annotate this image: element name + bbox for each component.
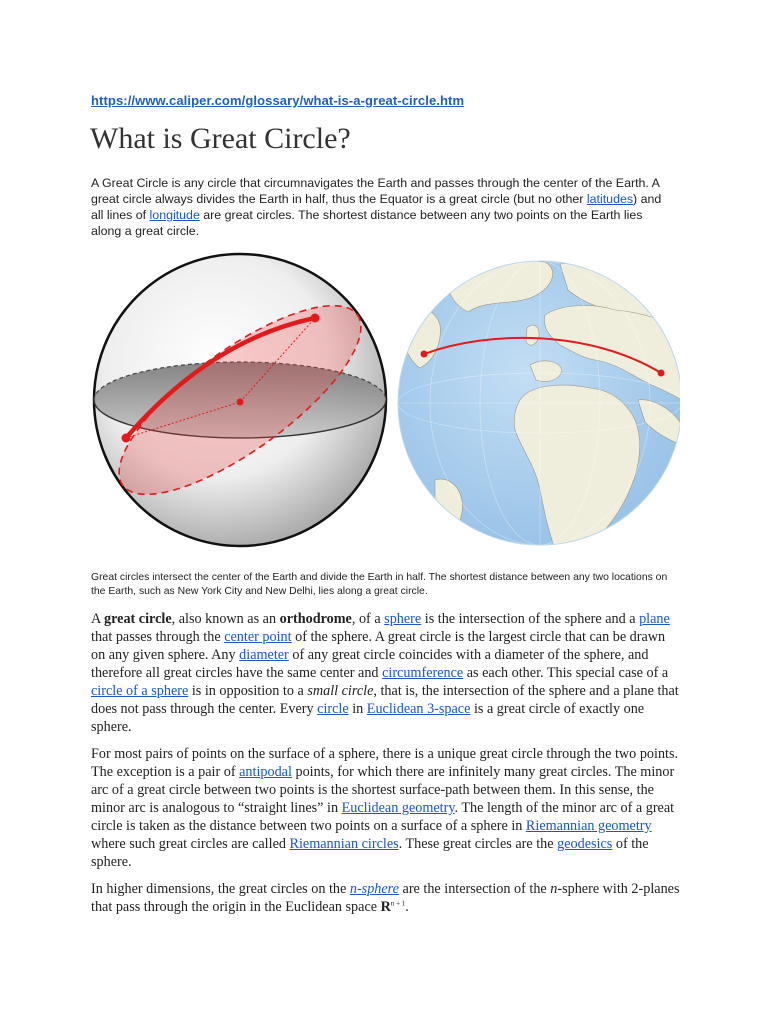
paragraph-text: . The length of the minor arc of a great circle is taken as the distance between two points on a surface of a sphere in [91, 800, 675, 834]
globe [398, 261, 680, 560]
term-orthodrome: orthodrome [279, 611, 352, 627]
sphere-center-point [237, 399, 244, 406]
diameter-link[interactable]: diameter [239, 647, 289, 663]
intro-paragraph [91, 175, 671, 239]
longitude-link[interactable]: longitude [149, 208, 200, 222]
paragraph-text: of the sphere. A great circle is the largest circle that can be drawn on any given sphere. Any [91, 629, 666, 663]
paragraph-text: in [348, 701, 367, 717]
paragraph-text: is the intersection of the sphere and a [421, 611, 640, 627]
antipodal-link[interactable]: antipodal [239, 764, 292, 780]
paragraph-pairs-of-points [91, 745, 681, 871]
paragraph-text: that passes through the [91, 629, 225, 645]
term-real-space: R [380, 899, 391, 915]
term-great-circle: great circle [104, 611, 172, 627]
euclidean-geometry-link[interactable]: Euclidean geometry [341, 800, 455, 816]
paragraph-text: of the sphere. [91, 836, 649, 870]
sphere-link[interactable]: sphere [384, 611, 422, 627]
source-url-link[interactable]: https://www.caliper.com/glossary/what-is-a-great-circle.htm [91, 93, 465, 108]
paragraph-text: as each other. This special case of a [463, 665, 669, 681]
paragraph-text: is a great circle of exactly one sphere. [91, 701, 645, 735]
geodesics-link[interactable]: geodesics [557, 836, 613, 852]
paragraph-text: . [405, 899, 409, 915]
intro-text: are great circles. The shortest distance between any two points on the Earth lies along a great circle. [91, 208, 643, 238]
intro-text: ) and all lines of [91, 192, 662, 222]
sphere-diagram [93, 254, 386, 546]
paragraph-text: , of a [351, 611, 385, 627]
center-point-link[interactable]: center point [224, 629, 292, 645]
paragraph-text: For most pairs of points on the surface of a sphere, there is a unique great circle through the two points. The exception is a pair of [91, 746, 679, 780]
new-delhi-marker [658, 370, 665, 377]
paragraph-definition [91, 610, 681, 736]
paragraph-text: , that is, the intersection of the sphere and a plane that does not pass through the center. Every [91, 683, 679, 717]
exponent: n + 1 [390, 899, 406, 908]
point-a [122, 434, 131, 443]
riemannian-geometry-link[interactable]: Riemannian geometry [525, 818, 652, 834]
figure-caption: Great circles intersect the center of the Earth and divide the Earth in half. The shortest distance between any two locations on the Earth, such as New York City and New Delhi, lies along a great circle. [91, 572, 668, 597]
riemannian-circles-link[interactable]: Riemannian circles [289, 836, 399, 852]
paragraph-higher-dimensions [91, 880, 681, 916]
term-small-circle: small circle [307, 683, 374, 699]
term-n: n [550, 881, 558, 897]
circle-of-a-sphere-link[interactable]: circle of a sphere [91, 683, 189, 699]
circumference-link[interactable]: circumference [382, 665, 464, 681]
paragraph-text: A [91, 611, 105, 627]
paragraph-text: -sphere with 2-planes that pass through the origin in the Euclidean space [91, 881, 680, 915]
paragraph-text: where such great circles are called [91, 836, 290, 852]
euclidean-3-space-link[interactable]: Euclidean 3-space [366, 701, 471, 717]
new-york-marker [421, 351, 428, 358]
plane-link[interactable]: plane [639, 611, 670, 627]
paragraph-text: are the intersection of the [398, 881, 551, 897]
latitudes-link[interactable]: latitudes [586, 192, 634, 206]
page-title: What is Great Circle? [90, 122, 351, 155]
circle-link[interactable]: circle [317, 701, 349, 717]
paragraph-text: is in opposition to a [188, 683, 308, 699]
intro-text: A Great Circle is any circle that circumnavigates the Earth and passes through the center of the Earth. A great circle always divides the Earth in half, thus the Equator is a great circle (but no other [91, 176, 660, 206]
paragraph-text: . These great circles are the [398, 836, 558, 852]
paragraph-text: of any great circle coincides with a diameter of the sphere, and therefore all great circles have the same center and [91, 647, 649, 681]
great-circle-figure [90, 250, 680, 560]
paragraph-text: points, for which there are infinitely many great circles. The minor arc of a great circle between two points is the shortest surface-path between them. In this sense, the minor arc is analogous to “straight lines” in [91, 764, 675, 816]
point-b [311, 314, 320, 323]
paragraph-text: In higher dimensions, the great circles on the [91, 881, 350, 897]
paragraph-text: , also known as an [171, 611, 280, 627]
n-sphere-link[interactable]: n-sphere [349, 881, 399, 897]
